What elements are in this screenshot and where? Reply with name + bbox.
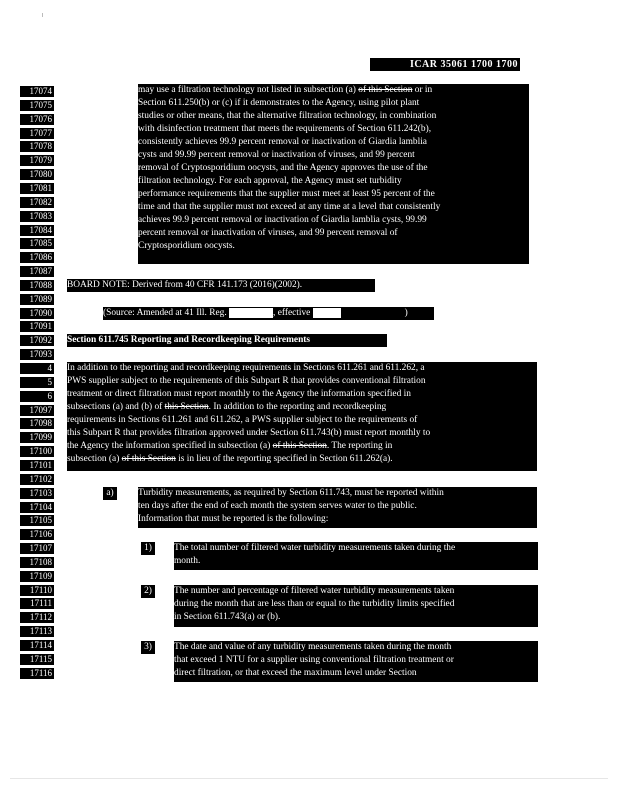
- line-number: 17093: [20, 349, 54, 360]
- text-line: [138, 201, 529, 214]
- item-a-turbidity: [138, 487, 537, 528]
- text-line: [67, 401, 537, 414]
- line-number: 17110: [20, 585, 54, 596]
- text-line: Information that must be reported is the following:: [138, 514, 329, 524]
- text-run: the Agency the information specified in subsection (a): [67, 441, 273, 451]
- line-number: 6: [20, 391, 54, 402]
- text-line: [67, 440, 537, 453]
- item-3-label: 3): [141, 641, 155, 654]
- item-a-label: a): [103, 487, 117, 500]
- text-run: performance requirements that the supplier must meet at least 95 percent of the: [138, 189, 435, 199]
- line-number: 4: [20, 363, 54, 374]
- text-run: . In addition to the reporting and recordkeeping: [208, 402, 387, 412]
- board-note-text: BOARD NOTE: Derived from 40 CFR 141.173 (2016)(2002).: [67, 280, 303, 290]
- line-number: 17088: [20, 280, 54, 291]
- line-number: 17104: [20, 502, 54, 513]
- text-run: removal of Cryptosporidium oocysts, and the Agency approves the use of the: [138, 163, 428, 173]
- text-run: cysts and 99.99 percent removal or inactivation of viruses, and 99 percent: [138, 150, 415, 160]
- line-number: 17087: [20, 266, 54, 277]
- text-run: In addition to the reporting and recordkeeping requirements in Sections 611.261 and 611.262, a: [67, 363, 425, 373]
- text-run: consistently achieves 99.9 percent removal or inactivation of Giardia lamblia: [138, 137, 427, 147]
- text-run: achieves 99.9 percent removal or inactivation of Giardia lamblia cysts, 99.99: [138, 215, 427, 225]
- text-run: Section 611.250(b) or (c) if it demonstrates to the Agency, using pilot plant: [138, 98, 420, 108]
- line-number: 17078: [20, 141, 54, 152]
- line-number: 17111: [20, 598, 54, 609]
- struck-text: of this Section: [358, 85, 413, 95]
- paragraph-reporting-requirements: [67, 362, 537, 471]
- line-number: 17105: [20, 515, 54, 526]
- line-number: 5: [20, 377, 54, 388]
- text-line: during the month that are less than or equal to the turbidity limits specified: [174, 599, 455, 609]
- text-line: [67, 388, 537, 401]
- text-line: [138, 188, 529, 201]
- scan-mark: [42, 13, 43, 17]
- text-line: [138, 227, 529, 240]
- text-line: The total number of filtered water turbidity measurements taken during the: [174, 543, 456, 553]
- text-line: [67, 362, 537, 375]
- text-line: [138, 175, 529, 188]
- text-line: month.: [174, 556, 201, 566]
- line-number: 17089: [20, 294, 54, 305]
- text-line: [67, 375, 537, 388]
- line-number: 17106: [20, 529, 54, 540]
- text-line: [138, 110, 529, 123]
- line-number: 17112: [20, 612, 54, 623]
- line-number: 17113: [20, 626, 54, 637]
- line-number: 17107: [20, 543, 54, 554]
- text-line: [138, 97, 529, 110]
- text-line: [67, 427, 537, 440]
- text-run: subsection (a): [67, 454, 122, 464]
- section-title-text: Section 611.745 Reporting and Recordkeeping Requirements: [67, 335, 311, 345]
- struck-text: this Section: [164, 402, 209, 412]
- struck-text: of this Section: [121, 454, 176, 464]
- text-run: requirements in Sections 611.261 and 611.262, a PWS supplier subject to the requirements of: [67, 415, 418, 425]
- line-number: 17084: [20, 225, 54, 236]
- line-number: 17109: [20, 571, 54, 582]
- text-line: [138, 214, 529, 227]
- text-line: direct filtration, or that exceed the maximum level under Section: [174, 668, 417, 678]
- line-number: 17079: [20, 155, 54, 166]
- item-2-percentage: [174, 585, 538, 627]
- text-line: [67, 414, 537, 427]
- section-title: [67, 334, 387, 347]
- text-line: ten days after the end of each month the system serves water to the public.: [138, 501, 417, 511]
- text-line: in Section 611.743(a) or (b).: [174, 612, 281, 622]
- text-line: The number and percentage of filtered water turbidity measurements taken: [174, 586, 455, 596]
- redacted-date-a: [313, 308, 341, 318]
- line-number: 17116: [20, 668, 54, 679]
- text-run: PWS supplier subject to the requirements of this Subpart R that provides conventional filtration: [67, 376, 426, 386]
- text-run: or in: [412, 85, 433, 95]
- text-line: [138, 149, 529, 162]
- text-run: with disinfection treatment that meets the requirements of Section 611.242(b),: [138, 124, 432, 134]
- text-run: percent removal or inactivation of viruses, and 99 percent removal of: [138, 228, 398, 238]
- line-number: 17101: [20, 460, 54, 471]
- line-number: 17098: [20, 418, 54, 429]
- text-run: subsections (a) and (b) of: [67, 402, 165, 412]
- line-number: 17100: [20, 446, 54, 457]
- line-number: 17115: [20, 654, 54, 665]
- item-3-exceedances: [174, 641, 538, 682]
- source-prefix: (Source: Amended at 41 Ill. Reg.: [103, 308, 230, 318]
- line-number: 17102: [20, 474, 54, 485]
- page-bottom-rule: [10, 778, 608, 779]
- line-number: 17099: [20, 432, 54, 443]
- text-run: studies or other means, that the alternative filtration technology, in combination: [138, 111, 437, 121]
- line-number: 17075: [20, 100, 54, 111]
- source-note: [103, 307, 434, 320]
- text-run: treatment or direct filtration must report monthly to the Agency the information specified in: [67, 389, 411, 399]
- line-number: 17103: [20, 488, 54, 499]
- source-close-paren: ): [404, 308, 408, 318]
- line-number: 17076: [20, 114, 54, 125]
- line-number: 17077: [20, 128, 54, 139]
- line-number: 17074: [20, 86, 54, 97]
- text-run: Cryptosporidium oocysts.: [138, 241, 235, 251]
- redacted-volume: [229, 308, 273, 318]
- line-number: 17086: [20, 252, 54, 263]
- line-number: 17091: [20, 321, 54, 332]
- item-1-total-measurements: [174, 542, 538, 570]
- struck-text: of this Section: [272, 441, 327, 451]
- text-run: time and that the supplier must not exceed at any time at a level that consistently: [138, 202, 441, 212]
- line-number: 17085: [20, 238, 54, 249]
- line-number: 17082: [20, 197, 54, 208]
- text-run: filtration technology. For each approval, the Agency must set turbidity: [138, 176, 402, 186]
- text-line: that exceed 1 NTU for a supplier using conventional filtration treatment or: [174, 655, 454, 665]
- line-number: 17080: [20, 169, 54, 180]
- source-note-text: [103, 307, 434, 320]
- text-run: this Subpart R that provides filtration approved under Section 611.743(b) must report monthly to: [67, 428, 431, 438]
- text-line: [138, 123, 529, 136]
- item-2-label: 2): [141, 585, 155, 598]
- text-run: is in lieu of the reporting specified in Section 611.262(a).: [175, 454, 393, 464]
- text-line: [138, 162, 529, 175]
- source-effective: , effective: [273, 308, 313, 318]
- text-run: . The reporting in: [326, 441, 393, 451]
- text-line: [67, 453, 537, 466]
- text-line: The date and value of any turbidity measurements taken during the month: [174, 642, 452, 652]
- line-number: 17092: [20, 335, 54, 346]
- line-number: 17083: [20, 211, 54, 222]
- line-number: 17081: [20, 183, 54, 194]
- text-line: [138, 240, 529, 253]
- line-number: 17114: [20, 640, 54, 651]
- text-line: [138, 136, 529, 149]
- paragraph-filtration-technology: [138, 84, 529, 264]
- line-number: 17090: [20, 308, 54, 319]
- board-note: [67, 279, 375, 292]
- text-line: [138, 84, 529, 97]
- text-run: may use a filtration technology not listed in subsection (a): [138, 85, 359, 95]
- item-1-label: 1): [141, 542, 155, 555]
- redacted-date-b: [341, 308, 405, 318]
- line-number: 17108: [20, 557, 54, 568]
- line-number: 17097: [20, 405, 54, 416]
- document-header: ICAR 35061 1700 1700: [370, 58, 520, 71]
- text-line: Turbidity measurements, as required by Section 611.743, must be reported within: [138, 488, 444, 498]
